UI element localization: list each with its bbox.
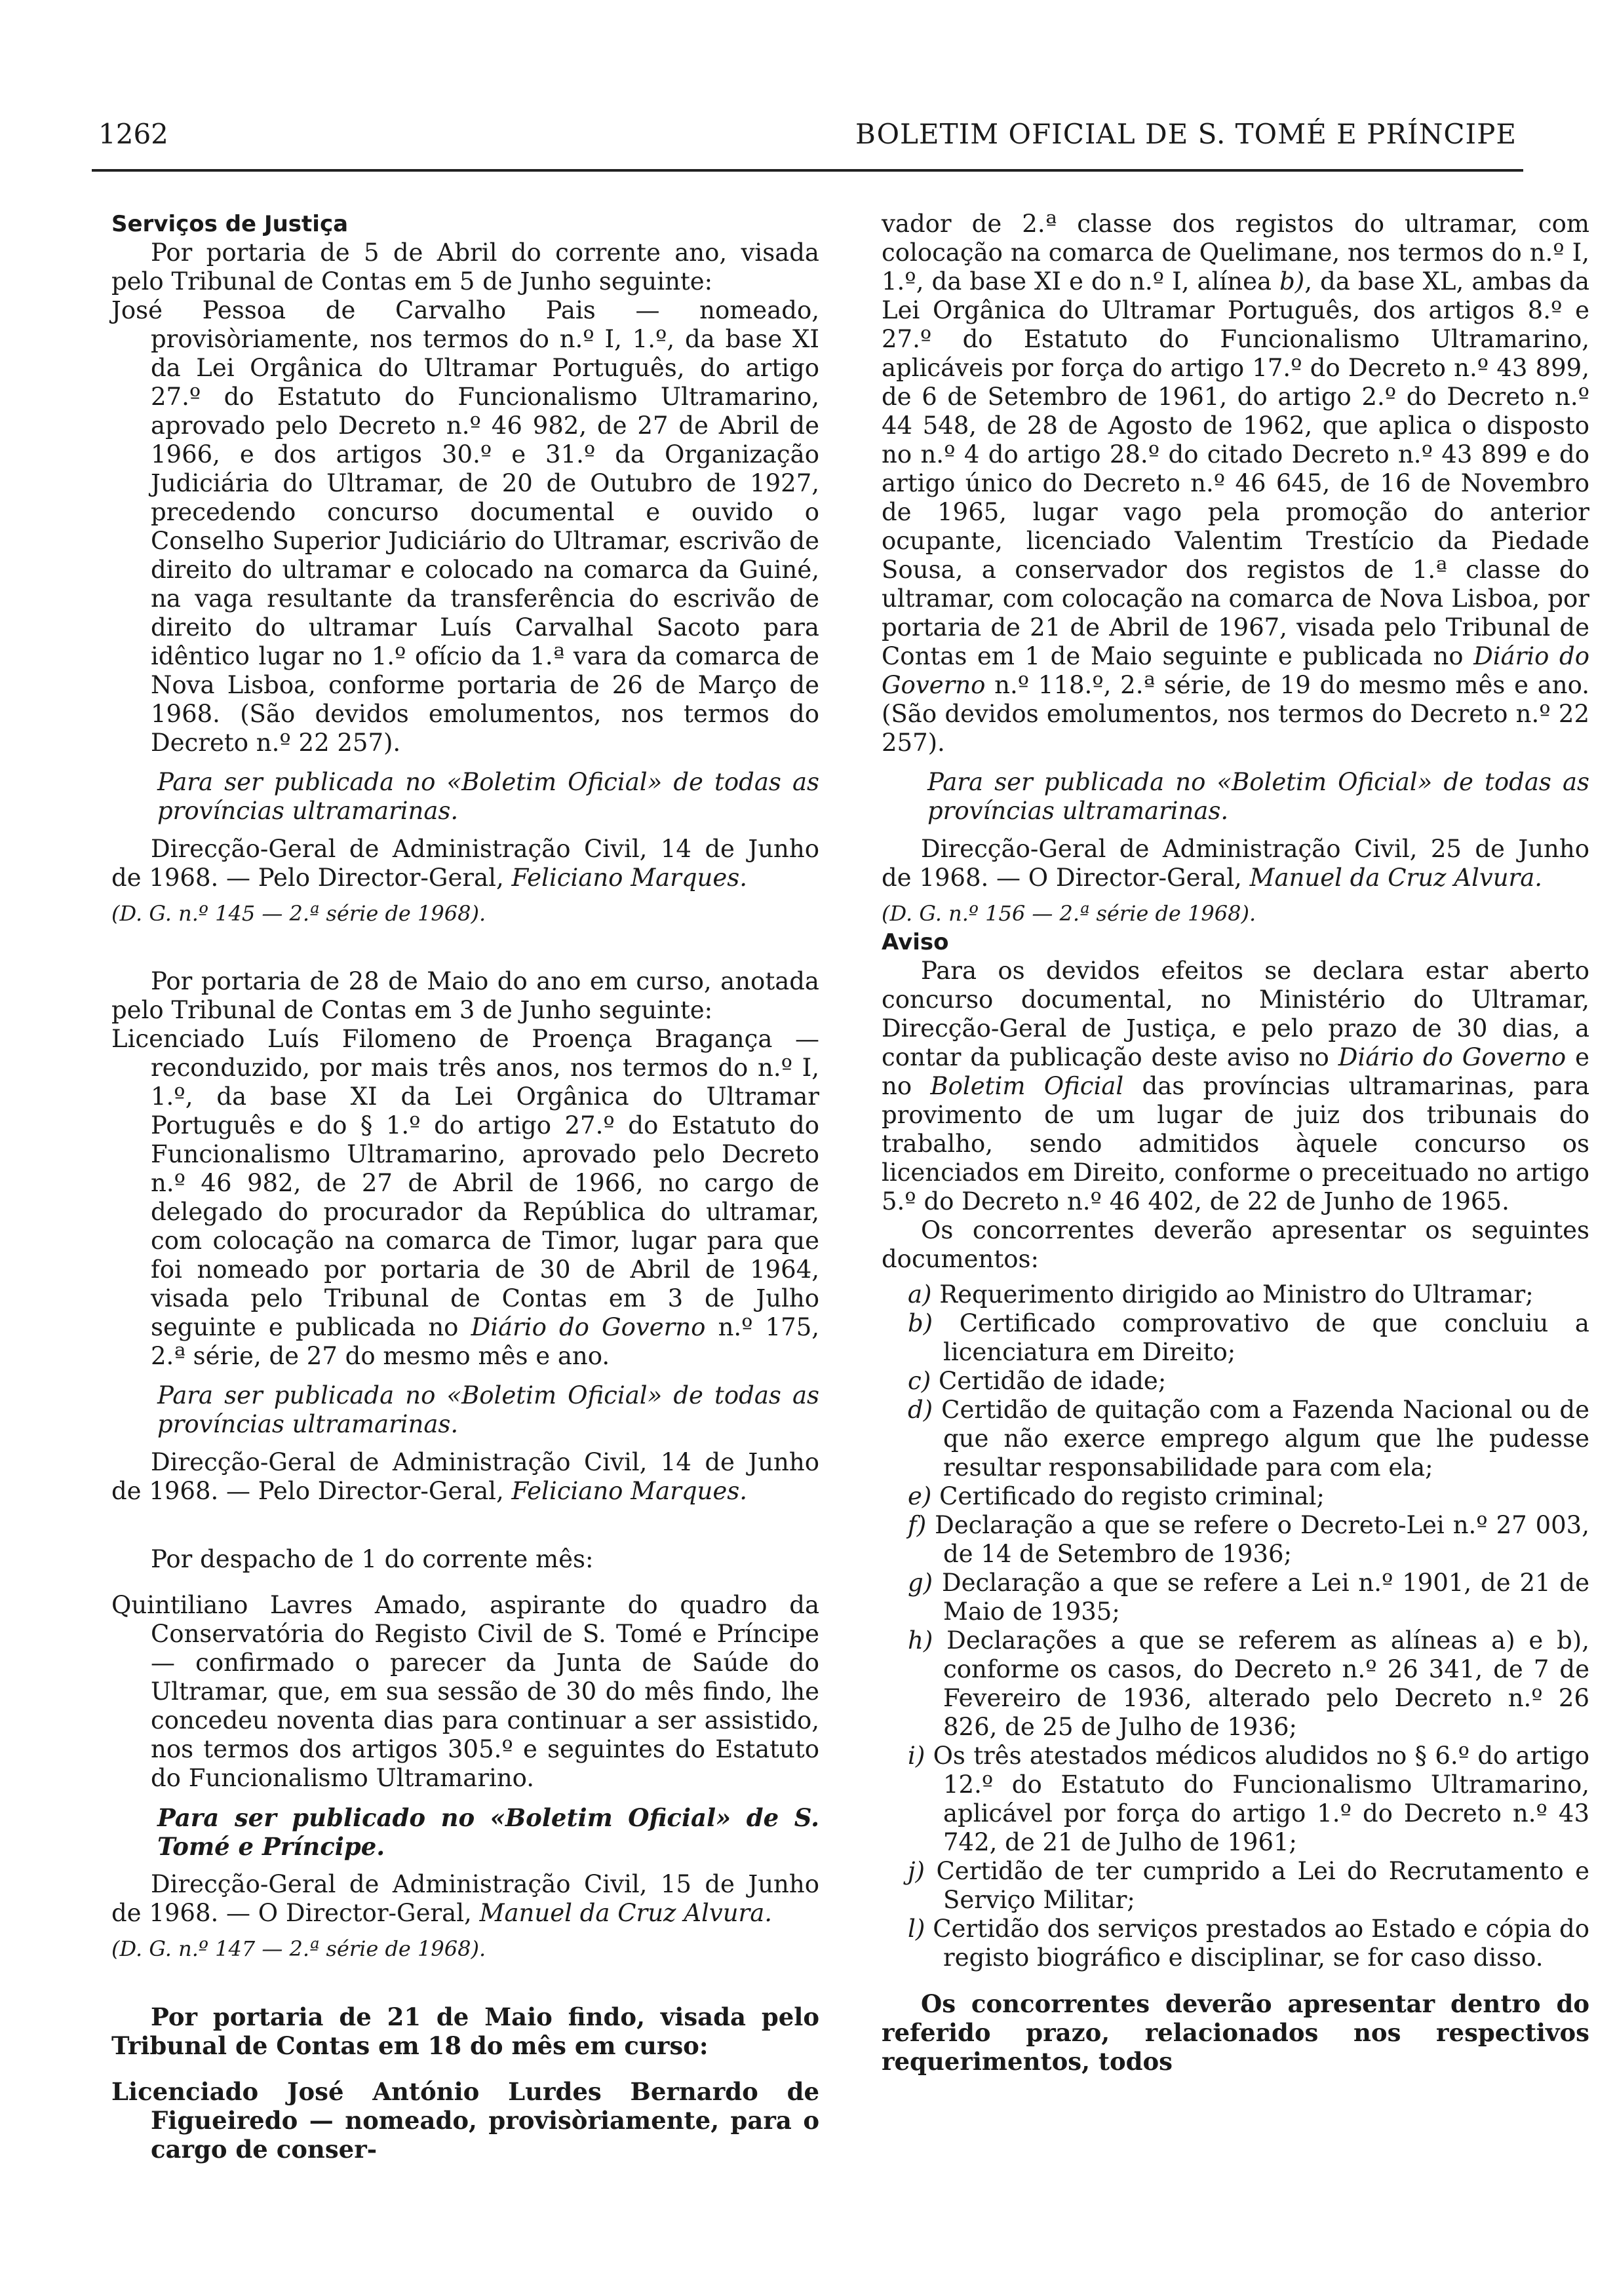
item4-cont-text-c: , da base XL, ambas da Lei Orgânica do Ultramar Português, dos artigos 8.º e 27.º do Estatuto do Funcionalismo Ultramarino, aplicáveis por força do artigo 17.º do Decreto n.º 43 899, de 6 de Setembro de 1961, do artigo 2.º do Decreto n.º 44 548, de 28 de Agosto de 1962, que aplica o disposto no n.º 4 do artigo 28.º do citado Decreto n.º 43 899 e do artigo único do Decreto n.º 46 645, de 16 de Novembro de 1965, lugar vago pela promoção do anterior ocupante, licenciado Valentim Trestício da Piedade Sousa, a conservador dos registos de 1.ª classe do ultramar, com colocação na comarca de Nova Lisboa, por portaria de 21 de Abril de 1967, visada pelo Tribunal de Contas em 1 de Maio seguinte e publicada no bbox=[882, 267, 1590, 670]
list-item-letter: h) bbox=[908, 1626, 933, 1655]
list-item bbox=[908, 1569, 1589, 1626]
section-title: Serviços de Justiça bbox=[111, 211, 349, 237]
item4-publication-note: Para ser publicada no «Boletim Oficial» de todas as províncias ultramarinas. bbox=[927, 768, 1589, 825]
list-item bbox=[908, 1915, 1589, 1972]
list-item-text: Declaração a que se refere o Decreto-Lei n.º 27 003, de 14 de Setembro de 1936; bbox=[935, 1511, 1589, 1568]
item4-dg-reference: (D. G. n.º 156 — 2.ª série de 1968). bbox=[882, 901, 1256, 926]
item3-signer: Manuel da Cruz Alvura. bbox=[479, 1899, 773, 1927]
list-item-letter: f) bbox=[908, 1511, 927, 1539]
item3-body: Quintiliano Lavres Amado, aspirante do quadro da Conservatória do Registo Civil de S. Tomé e Príncipe — confirmado o parecer da Junta de Saúde do Ultramar, que, em sua sessão de 30 do mês findo, lhe concedeu noventa dias para continuar a ser assistido, nos termos dos artigos 305.º e seguintes do Estatuto do Funcionalismo Ultramarino. bbox=[111, 1591, 819, 1792]
list-item-letter: j) bbox=[908, 1857, 925, 1885]
item2-signer: Feliciano Marques. bbox=[511, 1477, 747, 1505]
item4-cont-alinea: b) bbox=[1279, 267, 1305, 296]
aviso-title: Aviso bbox=[882, 929, 949, 955]
item1-body: José Pessoa de Carvalho Pais — nomeado, provisòriamente, nos termos do n.º I, 1.º, da base XI da Lei Orgânica do Ultramar Português, do artigo 27.º do Estatuto do Funcionalismo Ultramarino, aprovado pelo Decreto n.º 46 982, de 27 de Abril de 1966, e dos artigos 30.º e 31.º da Organização Judiciária do Ultramar, de 20 de Outubro de 1927, precedendo concurso documental e ouvido o Conselho Superior Judiciário do Ultramar, escrivão de direito do ultramar e colocado na comarca da Guiné, na vaga resultante da transferência do escrivão de direito do ultramar Luís Carvalhal Sacoto para idêntico lugar no 1.º ofício da 1.ª vara da comarca de Nova Lisboa, conforme portaria de 26 de Março de 1968. (São devidos emolumentos, nos termos do Decreto n.º 22 257). bbox=[111, 296, 819, 757]
list-item bbox=[908, 1742, 1589, 1857]
list-item bbox=[908, 1511, 1589, 1569]
item3-publication-note: Para ser publicado no «Boletim Oficial» de S. Tomé e Príncipe. bbox=[157, 1803, 819, 1861]
item3-dg-reference: (D. G. n.º 147 — 2.ª série de 1968). bbox=[111, 1936, 486, 1961]
list-item bbox=[908, 1367, 1589, 1396]
aviso-journal: Diário do Governo bbox=[1338, 1043, 1566, 1071]
publication-title: BOLETIM OFICIAL DE S. TOMÉ E PRÍNCIPE bbox=[855, 118, 1517, 150]
item3-signature-text: Direcção-Geral de Administração Civil, 15 de Junho de 1968. — O Director-Geral, bbox=[111, 1870, 819, 1927]
list-item-text: Declaração a que se refere a Lei n.º 1901, de 21 de Maio de 1935; bbox=[941, 1569, 1589, 1626]
header-rule bbox=[92, 169, 1523, 172]
item4-continuation bbox=[882, 210, 1589, 757]
list-item bbox=[908, 1626, 1589, 1742]
aviso-text-a: Para os devidos efeitos se declara estar aberto concurso documental, no Ministério do Ultramar, Direcção-Geral de Justiça, e pelo prazo de 30 dias, a contar da publicação deste aviso no bbox=[882, 957, 1589, 1071]
list-item-text: Certidão de quitação com a Fazenda Nacional ou de que não exerce emprego algum que lhe pudesse resultar responsabilidade para com ela; bbox=[941, 1396, 1590, 1482]
list-item-text: Certidão dos serviços prestados ao Estado e cópia do registo biográfico e disciplinar, se for caso disso. bbox=[933, 1915, 1590, 1972]
item4-signer: Manuel da Cruz Alvura. bbox=[1249, 864, 1543, 892]
item1-publication-note: Para ser publicada no «Boletim Oficial» de todas as províncias ultramarinas. bbox=[157, 768, 819, 825]
item4-signature-text: Direcção-Geral de Administração Civil, 25 de Junho de 1968. — O Director-Geral, bbox=[882, 835, 1589, 892]
list-item-letter: i) bbox=[908, 1742, 925, 1770]
list-item bbox=[908, 1857, 1589, 1915]
item2-signature bbox=[111, 1448, 819, 1506]
left-column bbox=[111, 210, 819, 2164]
page-number: 1262 bbox=[98, 118, 168, 150]
closing-paragraph: Os concorrentes deverão apresentar dentro do referido prazo, relacionados nos respectivos requerimentos, todos bbox=[882, 1989, 1589, 2076]
item4-intro: Por portaria de 21 de Maio findo, visada pelo Tribunal de Contas em 18 do mês em curso: bbox=[111, 2002, 819, 2060]
documents-intro: Os concorrentes deverão apresentar os seguintes documentos: bbox=[882, 1216, 1589, 1273]
item4-body: Licenciado José António Lurdes Bernardo de Figueiredo — nomeado, provisòriamente, para o cargo de conser- bbox=[111, 2077, 819, 2164]
documents-list bbox=[882, 1280, 1589, 1972]
list-item-letter: l) bbox=[908, 1915, 925, 1943]
item2-body-end: n.º 175, 2.ª série, de 27 do mesmo mês e ano. bbox=[151, 1313, 820, 1370]
list-item-letter: d) bbox=[908, 1396, 933, 1424]
item1-signature-text: Direcção-Geral de Administração Civil, 14 de Junho de 1968. — Pelo Director-Geral, bbox=[111, 835, 819, 892]
aviso-text-c: e no bbox=[882, 1043, 1590, 1100]
list-item-text: Os três atestados médicos aludidos no § 6.º do artigo 12.º do Estatuto do Funcionalismo Ultramarino, aplicável por força do artigo 1.º do Decreto n.º 43 742, de 21 de Julho de 1961; bbox=[933, 1742, 1589, 1856]
list-item-letter: b) bbox=[908, 1309, 933, 1337]
item2-body-text: Licenciado Luís Filomeno de Proença Bragança — reconduzido, por mais três anos, nos termos do n.º I, 1.º, da base XI da Lei Orgânica do Ultramar Português e do § 1.º do artigo 27.º do Estatuto do Funcionalismo Ultramarino, aprovado pelo Decreto n.º 46 982, de 27 de Abril de 1966, no cargo de delegado do procurador da República do ultramar, com colocação na comarca de Timor, lugar para que foi nomeado por portaria de 30 de Abril de 1964, visada pelo Tribunal de Contas em 3 de Julho seguinte e publicada no bbox=[111, 1025, 819, 1341]
item3-intro: Por despacho de 1 do corrente mês: bbox=[151, 1545, 594, 1573]
item4-cont-journal: Diário do Governo bbox=[882, 642, 1590, 699]
item2-signature-text: Direcção-Geral de Administração Civil, 14 de Junho de 1968. — Pelo Director-Geral, bbox=[111, 1448, 819, 1505]
list-item-letter: a) bbox=[908, 1280, 932, 1309]
item1-intro: Por portaria de 5 de Abril do corrente ano, visada pelo Tribunal de Contas em 5 de Junho seguinte: bbox=[111, 239, 819, 296]
list-item-letter: c) bbox=[908, 1367, 931, 1395]
list-item-text: Declarações a que se referem as alíneas a) e b), conforme os casos, do Decreto n.º 26 341, de 7 de Fevereiro de 1936, alterado pelo Decreto n.º 26 826, de 25 de Julho de 1936; bbox=[943, 1626, 1590, 1741]
aviso-text-e: das províncias ultramarinas, para provimento de um lugar de juiz dos tribunais do trabalho, sendo admitidos àquele concurso os licenciados em Direito, conforme o preceituado no artigo 5.º do Decreto n.º 46 402, de 22 de Junho de 1965. bbox=[882, 1072, 1590, 1215]
item2-publication-note: Para ser publicada no «Boletim Oficial» de todas as províncias ultramarinas. bbox=[157, 1381, 819, 1438]
item2-journal: Diário do Governo bbox=[471, 1313, 706, 1341]
item2-body bbox=[111, 1025, 819, 1371]
item1-signature bbox=[111, 835, 819, 892]
item4-cont-text-e: n.º 118.º, 2.ª série, de 19 do mesmo mês e ano. (São devidos emolumentos, nos termos do Decreto n.º 22 257). bbox=[882, 671, 1589, 757]
list-item bbox=[908, 1309, 1589, 1367]
item1-signer: Feliciano Marques. bbox=[511, 864, 747, 892]
aviso-body bbox=[882, 957, 1589, 1216]
list-item bbox=[908, 1482, 1589, 1511]
item4-cont-text-a: vador de 2.ª classe dos registos do ultramar, com colocação na comarca de Quelimane, nos termos do n.º I, 1.º, da base XI e do n.º I, alínea bbox=[882, 210, 1589, 296]
list-item bbox=[908, 1280, 1589, 1309]
list-item-letter: g) bbox=[908, 1569, 933, 1597]
right-column bbox=[882, 210, 1589, 2076]
list-item bbox=[908, 1396, 1589, 1482]
item1-dg-reference: (D. G. n.º 145 — 2.ª série de 1968). bbox=[111, 901, 486, 926]
list-item-text: Requerimento dirigido ao Ministro do Ultramar; bbox=[939, 1280, 1534, 1309]
item4-signature bbox=[882, 835, 1589, 892]
list-item-text: Certidão de idade; bbox=[938, 1367, 1167, 1395]
list-item-letter: e) bbox=[908, 1482, 932, 1510]
list-item-text: Certidão de ter cumprido a Lei do Recrutamento e Serviço Militar; bbox=[936, 1857, 1590, 1914]
list-item-text: Certificado comprovativo de que concluiu a licenciatura em Direito; bbox=[943, 1309, 1589, 1366]
aviso-boletim: Boletim Oficial bbox=[930, 1072, 1124, 1100]
list-item-text: Certificado do registo criminal; bbox=[939, 1482, 1325, 1510]
item3-signature bbox=[111, 1870, 819, 1928]
item2-intro: Por portaria de 28 de Maio do ano em curso, anotada pelo Tribunal de Contas em 3 de Junho seguinte: bbox=[111, 967, 819, 1024]
page-header bbox=[98, 118, 1517, 164]
